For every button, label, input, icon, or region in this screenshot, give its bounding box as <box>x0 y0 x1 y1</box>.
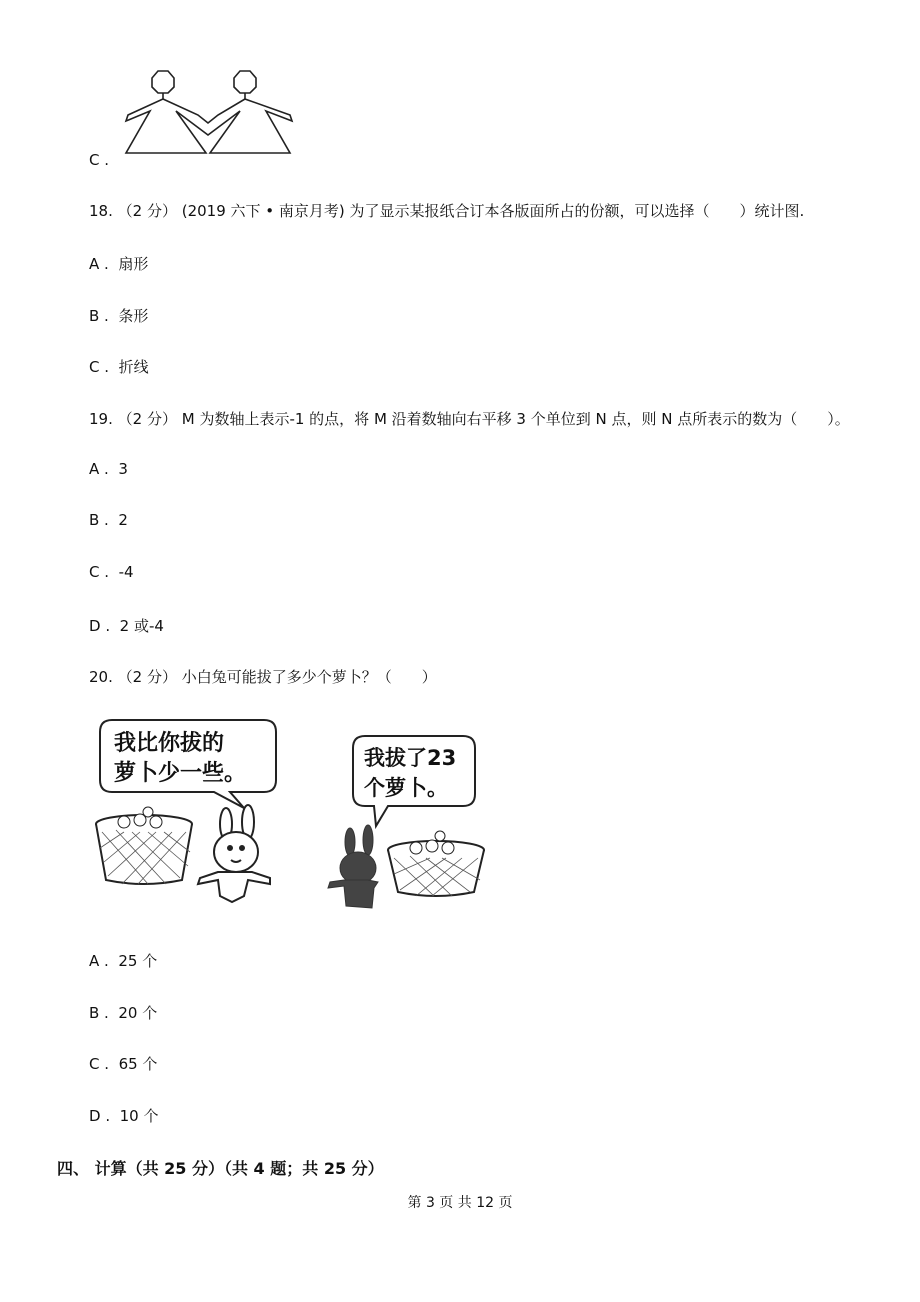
option-label: A . <box>89 460 109 478</box>
option-text: 25 个 <box>118 952 158 970</box>
question-text: 小白兔可能拔了多少个萝卜？（ ） <box>181 668 437 686</box>
option-text: 65 个 <box>118 1055 158 1073</box>
option-label: B . <box>89 1004 109 1022</box>
option-label: B . <box>89 511 109 529</box>
option-label: C . <box>89 358 110 376</box>
option-label: C . <box>89 1055 110 1073</box>
option-label: A . <box>89 952 109 970</box>
white-rabbit-icon <box>198 805 270 902</box>
option-label: C . <box>89 563 110 581</box>
option-text: 折线 <box>118 358 149 376</box>
bubble-left-line2: 萝卜少一些。 <box>114 761 247 786</box>
option-label: D . <box>89 617 111 635</box>
option-b[interactable] <box>89 1002 157 1023</box>
question-20 <box>89 666 437 687</box>
basket-left-icon <box>96 807 192 884</box>
basket-right-icon <box>388 831 484 896</box>
option-a[interactable] <box>89 253 148 274</box>
paper-doll-figure <box>118 65 318 165</box>
bubble-right-line1: 我拔了23 <box>364 746 457 770</box>
question-score: （2 分） <box>117 410 177 428</box>
question-19 <box>89 408 850 429</box>
question-18 <box>89 200 804 221</box>
question-text: M 为数轴上表示-1 的点，将 M 沿着数轴向右平移 3 个单位到 N 点，则 N 点所表示的数为（ ）。 <box>181 410 850 428</box>
option-a[interactable] <box>89 950 157 971</box>
speech-bubble-left <box>100 720 276 808</box>
page-footer: 第 3 页 共 12 页 <box>407 1195 513 1211</box>
option-text: 2 <box>118 511 128 529</box>
bubble-right-line2: 个萝卜。 <box>364 776 448 800</box>
option-text: 扇形 <box>118 255 149 273</box>
question-number: 19. <box>89 410 113 428</box>
option-a[interactable] <box>89 460 128 478</box>
bubble-left-line1: 我比你拔的 <box>114 731 225 756</box>
option-text: 条形 <box>118 307 149 325</box>
option-label: A . <box>89 255 109 273</box>
option-b[interactable] <box>89 305 148 326</box>
option-c[interactable] <box>89 563 134 581</box>
question-number: 18. <box>89 202 113 220</box>
gray-rabbit-icon <box>328 825 378 908</box>
option-text: 3 <box>118 460 128 478</box>
option-d[interactable] <box>89 615 164 636</box>
question-text: (2019 六下 • 南京月考) 为了显示某报纸合订本各版面所占的份额，可以选择（ ）统计图. <box>181 202 805 220</box>
option-c[interactable] <box>89 1053 157 1074</box>
speech-bubble-right <box>353 736 475 826</box>
option-text: 10 个 <box>119 1107 159 1125</box>
question-score: （2 分） <box>117 668 177 686</box>
figure-option-label: C . <box>89 151 110 169</box>
option-label: B . <box>89 307 109 325</box>
section-heading: 四、 计算（共 25 分）（共 4 题；共 25 分） <box>57 1159 384 1178</box>
option-d[interactable] <box>89 1105 159 1126</box>
option-text: 20 个 <box>118 1004 158 1022</box>
option-text: -4 <box>118 563 134 581</box>
option-text: 2 或-4 <box>119 617 164 635</box>
option-b[interactable] <box>89 511 128 529</box>
question-score: （2 分） <box>117 202 177 220</box>
option-c[interactable] <box>89 356 149 377</box>
rabbits-illustration <box>88 712 508 912</box>
option-label: D . <box>89 1107 111 1125</box>
question-number: 20. <box>89 668 113 686</box>
